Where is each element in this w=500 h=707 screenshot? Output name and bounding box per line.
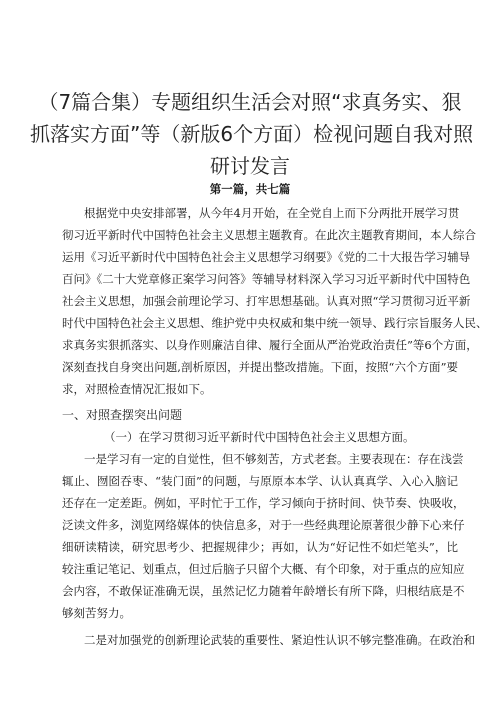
paragraph-line: 时代中国特色社会主义思想、维护党中央权威和集中统一领导、践行宗旨服务人民、 [62,316,488,330]
paragraph-line: 运用《习近平新时代中国特色社会主义思想学习纲要》《党的二十大报告学习辅导 [62,250,471,264]
paragraph-line: 较注重记笔记、划重点，但过后脑子只留个大概、有个印象，对于重点的应知应 [62,562,465,576]
subsection-heading: （一）在学习贯彻习近平新时代中国特色社会主义思想方面。 [104,430,415,444]
section-heading: 一、对照查摆突出问题 [62,408,183,422]
paragraph-line: 够刻苦努力。 [62,606,131,620]
paragraph-line: 根据党中央安排部署，从今年4月开始，在全党自上而下分两批开展学习贯 [84,206,460,220]
paragraph-line: 一是学习有一定的自觉性，但不够刻苦，方式老套。主要表现在：存在浅尝 [84,452,464,466]
document-title-line-1: （7篇合集）专题组织生活会对照“求真务实、狠 [38,90,462,114]
paragraph-line: 还存在一定差距。例如，平时忙于工作，学习倾向于挤时间、快节奏、快吸收， [62,496,465,510]
paragraph-line: 深刻查找自身突出问题,剖析原因，并提出整改措施。下面，按照“六个方面”要 [62,360,458,374]
document-subtitle: 第一篇，共七篇 [209,182,291,196]
paragraph-line: 二是对加强党的创新理论武装的重要性、紧迫性认识不够完整准确。在政治和 [84,633,475,647]
paragraph-line: 泛读文件多，浏览网络媒体的快信息多，对于一些经典理论原著很少静下心来仔 [62,518,465,532]
paragraph-line: 彻习近平新时代中国特色社会主义思想主题教育。在此次主题教育期间，本人综合 [62,228,476,242]
paragraph-line: 辄止、囫囵吞枣、“装门面”的问题，与原原本本学、认认真真学、入心入脑记 [62,474,458,488]
paragraph-line: 求，对照检查情况汇报如下。 [62,382,212,396]
document-title-line-2: 抓落实方面”等（新版6个方面）检视问题自我对照 [30,122,474,146]
document-title-line-3: 研讨发言 [210,154,290,178]
paragraph-line: 会内容，不敢保证准确无误，虽然记忆力随着年龄增长有所下降，归根结底是不 [62,584,465,598]
paragraph-line: 社会主义思想，加强会前理论学习、打牢思想基础。认真对照“学习贯彻习近平新 [62,294,471,308]
paragraph-line: 求真务实狠抓落实、以身作则廉洁自律、履行全面从严治党政治责任”等6个方面， [62,338,478,352]
paragraph-line: 百问》《二十大党章修正案学习问答》等辅导材料深入学习习近平新时代中国特色 [62,272,471,286]
paragraph-line: 细研读精读，研究思考少、把握规律少；再如，认为“好记性不如烂笔头”，比 [62,540,458,554]
